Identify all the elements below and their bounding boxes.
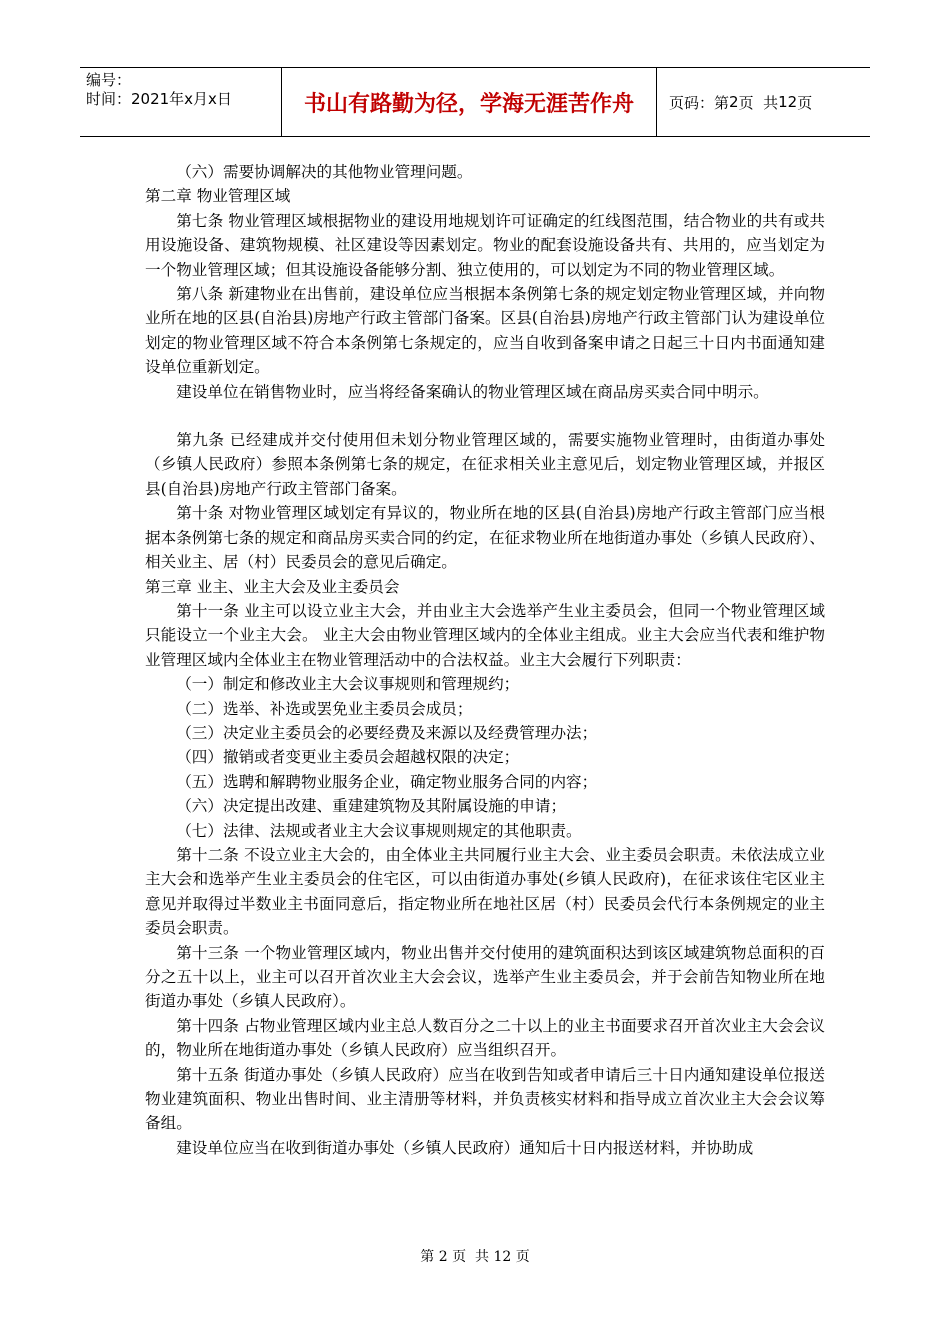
footer-prefix: 第 bbox=[420, 1249, 435, 1265]
page-current: 2 bbox=[729, 93, 739, 111]
list-item: （三）决定业主委员会的必要经费及来源以及经费管理办法； bbox=[176, 723, 598, 742]
footer-suffix: 页 bbox=[515, 1249, 530, 1265]
list-item: （二）选举、补选或罢免业主委员会成员； bbox=[176, 699, 473, 718]
list-item: （七）法律、法规或者业主大会议事规则规定的其他职责。 bbox=[176, 821, 582, 840]
document-body bbox=[145, 160, 825, 1160]
document-number-label: 编号： bbox=[86, 71, 132, 89]
chapter-heading: 第二章 物业管理区域 bbox=[145, 187, 291, 206]
header-page-info bbox=[657, 68, 870, 136]
paragraph: 第十五条 街道办事处（乡镇人民政府）应当在收到告知或者申请后三十日内通知建设单位报送物业建筑面积、物业出售时间、业主清册等材料，并负责核实材料和指导成立首次业主大会会议筹备组。 bbox=[145, 1065, 825, 1133]
paragraph: （六）需要协调解决的其他物业管理问题。 bbox=[176, 163, 473, 181]
paragraph: 第八条 新建物业在出售前，建设单位应当根据本条例第七条的规定划定物业管理区域，并向物业所在地的区县(自治县)房地产行政主管部门备案。区县(自治县)房地产行政主管部门认为建设单位划定的物业管理区域不符合本条例第七条规定的，应当自收到备案申请之日起三十日内书面通知建设单位重新划定。 bbox=[145, 285, 825, 377]
list-item: （五）选聘和解聘物业服务企业，确定物业服务合同的内容； bbox=[176, 772, 598, 791]
paragraph: 建设单位应当在收到街道办事处（乡镇人民政府）通知后十日内报送材料，并协助成 bbox=[176, 1138, 754, 1157]
header-meta-cell bbox=[80, 68, 282, 136]
list-item: （四）撤销或者变更业主委员会超越权限的决定； bbox=[176, 748, 520, 767]
page-header bbox=[80, 67, 870, 137]
paragraph: 第十一条 业主可以设立业主大会，并由业主大会选举产生业主委员会，但同一个物业管理区域只能设立一个业主大会。 业主大会由物业管理区域内的全体业主组成。业主大会应当代表和维护物业管理区域内全体业主在物业管理活动中的合法权益。业主大会履行下列职责： bbox=[145, 601, 825, 669]
page-footer bbox=[0, 1246, 950, 1266]
footer-total-pages: 12 bbox=[493, 1249, 512, 1265]
chapter-heading: 第三章 业主、业主大会及业主委员会 bbox=[145, 577, 400, 596]
page-label: 页码：第 bbox=[669, 93, 730, 112]
paragraph: 第十四条 占物业管理区域内业主总人数百分之二十以上的业主书面要求召开首次业主大会会议的，物业所在地街道办事处（乡镇人民政府）应当组织召开。 bbox=[145, 1016, 825, 1060]
page-end: 页 bbox=[797, 93, 813, 112]
page-total: 12 bbox=[778, 93, 798, 111]
list-item: （六）决定提出改建、重建建筑物及其附属设施的申请； bbox=[176, 797, 567, 816]
paragraph: 第十三条 一个物业管理区域内，物业出售并交付使用的建筑面积达到该区域建筑物总面积的百分之五十以上，业主可以召开首次业主大会会议，选举产生业主委员会，并于会前告知物业所在地街道办事处（乡镇人民政府）。 bbox=[145, 943, 825, 1011]
document-date-label: 时间：2021年x月x日 bbox=[86, 90, 232, 108]
footer-current-page: 2 bbox=[438, 1249, 448, 1265]
list-item: （一）制定和修改业主大会议事规则和管理规约； bbox=[176, 675, 520, 694]
paragraph: 第十条 对物业管理区域划定有异议的，物业所在地的区县(自治县)房地产行政主管部门应当根据本条例第七条的规定和商品房买卖合同的约定，在征求物业所在地街道办事处（乡镇人民政府）、相关业主、居（村）民委员会的意见后确定。 bbox=[145, 504, 825, 572]
page-mid: 页 共 bbox=[738, 93, 779, 112]
paragraph: 第七条 物业管理区域根据物业的建设用地规划许可证确定的红线图范围，结合物业的共有或共用设施设备、建筑物规模、社区建设等因素划定。物业的配套设施设备共有、共用的，应当划定为一个物业管理区域；但其设施设备能够分割、独立使用的，可以划定为不同的物业管理区域。 bbox=[145, 211, 825, 279]
header-motto: 书山有路勤为径，学海无涯苦作舟 bbox=[282, 68, 657, 136]
paragraph: 第九条 已经建成并交付使用但未划分物业管理区域的，需要实施物业管理时，由街道办事处（乡镇人民政府）参照本条例第七条的规定，在征求相关业主意见后，划定物业管理区域，并报区县(自治县)房地产行政主管部门备案。 bbox=[145, 431, 825, 498]
footer-mid: 页 共 bbox=[452, 1249, 489, 1265]
paragraph: 第十二条 不设立业主大会的，由全体业主共同履行业主大会、业主委员会职责。未依法成立业主大会和选举产生业主委员会的住宅区，可以由街道办事处(乡镇人民政府)，在征求该住宅区业主意见并取得过半数业主书面同意后，指定物业所在地社区居（村）民委员会代行本条例规定的业主委员会职责。 bbox=[145, 845, 825, 938]
paragraph: 建设单位在销售物业时，应当将经备案确认的物业管理区域在商品房买卖合同中明示。 bbox=[176, 382, 769, 401]
